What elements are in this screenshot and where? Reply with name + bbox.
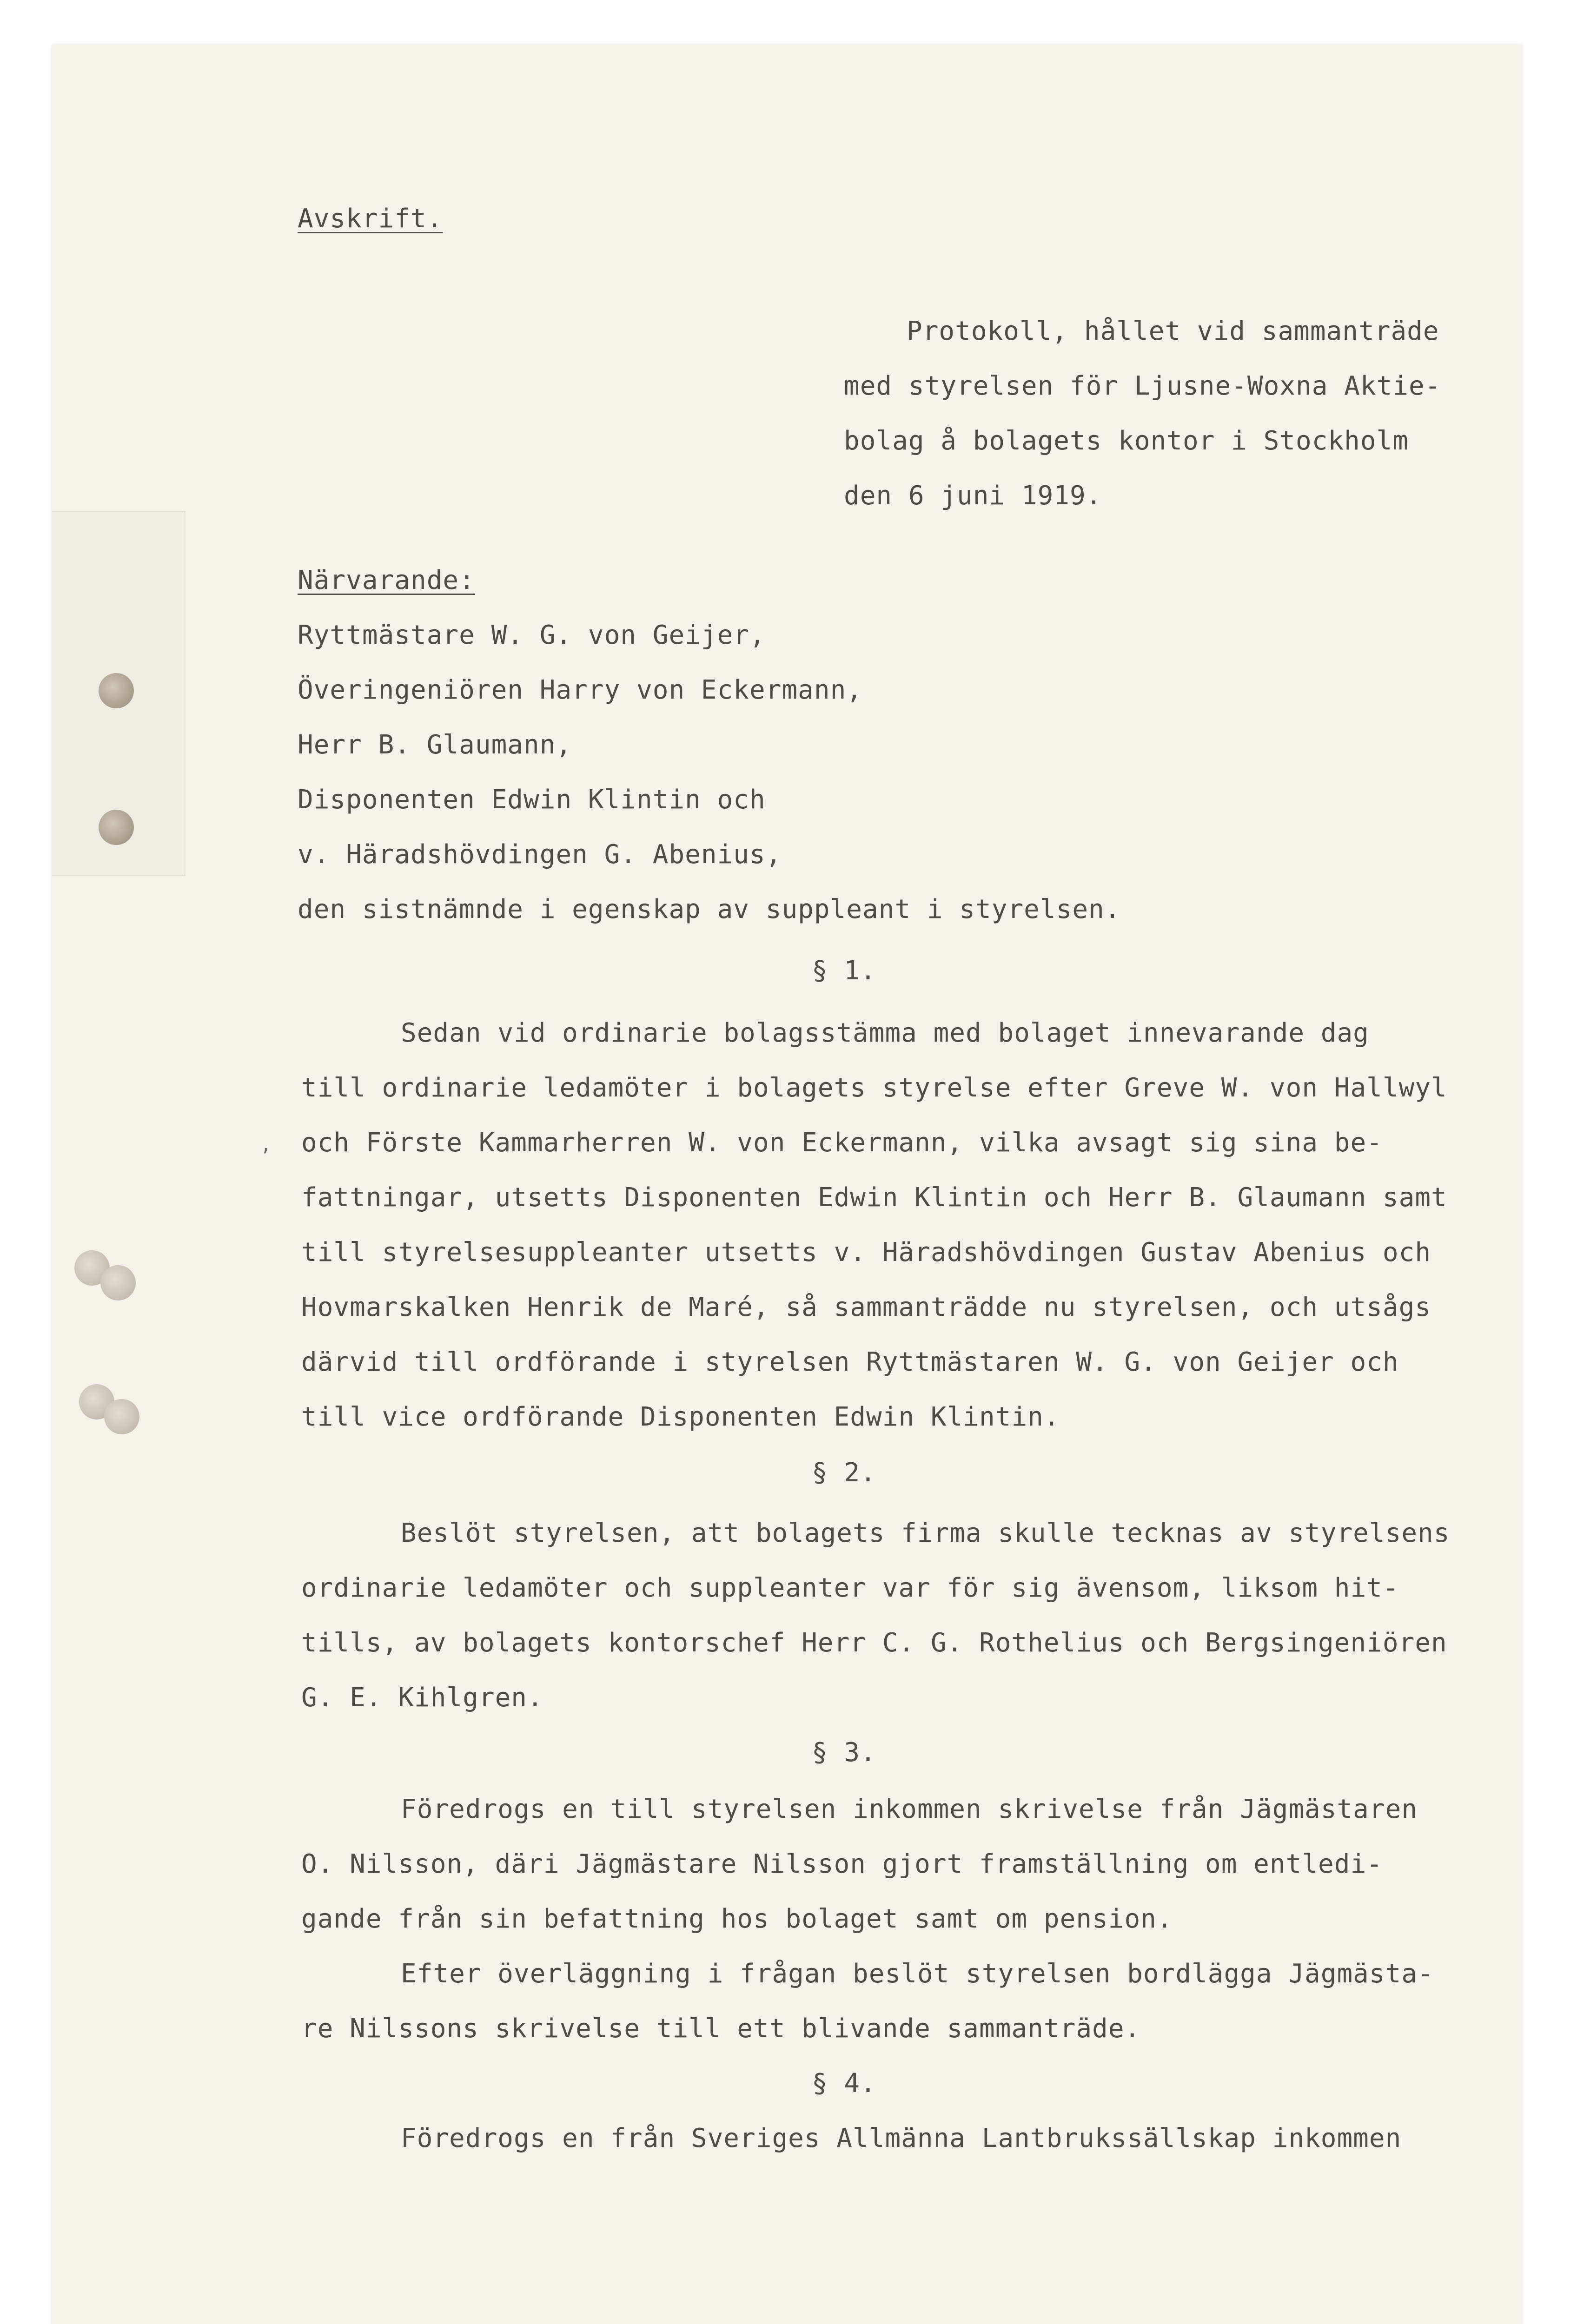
punch-hole-1 (99, 673, 134, 708)
paragraph-line: till styrelsesuppleanter utsetts v. Häradshövdingen Gustav Abenius och (301, 1237, 1431, 1268)
attendee-line: den sistnämnde i egenskap av suppleant i styrelsen. (298, 894, 1121, 924)
paragraph-line: till ordinarie ledamöter i bolagets styrelse efter Greve W. von Hallwyl (301, 1073, 1447, 1103)
header-line-3: bolag å bolagets kontor i Stockholm (844, 426, 1409, 456)
paragraph-line: tills, av bolagets kontorschef Herr C. G. Rothelius och Bergsingeniören (301, 1628, 1447, 1658)
margin-mark: ‚ (260, 1134, 272, 1155)
header-line-2: med styrelsen för Ljusne-Woxna Aktie- (844, 371, 1441, 401)
header-line-4: den 6 juni 1919. (844, 481, 1102, 511)
paragraph-line: Föredrogs en till styrelsen inkommen skrivelse från Jägmästaren (401, 1794, 1418, 1824)
section-heading: § 2. (812, 1458, 876, 1488)
section-heading: § 4. (812, 2068, 876, 2099)
paragraph-line: Sedan vid ordinarie bolagsstämma med bolaget innevarande dag (401, 1018, 1369, 1048)
paragraph-line: och Förste Kammarherren W. von Eckermann, vilka avsagt sig sina be- (301, 1128, 1383, 1158)
section-heading: § 3. (812, 1737, 876, 1768)
paragraph-line: re Nilssons skrivelse till ett blivande sammanträde. (301, 2014, 1141, 2044)
punch-hole-2 (99, 810, 134, 845)
paragraph-line: O. Nilsson, däri Jägmästare Nilsson gjort framställning om entledi- (301, 1849, 1383, 1879)
attendee-line: Disponenten Edwin Klintin och (298, 785, 766, 815)
section-heading: § 1. (812, 956, 876, 986)
paragraph-line: Hovmarskalken Henrik de Maré, så sammanträdde nu styrelsen, och utsågs (301, 1292, 1431, 1322)
paragraph-line: till vice ordförande Disponenten Edwin Klintin. (301, 1402, 1060, 1432)
paragraph-line: därvid till ordförande i styrelsen Ryttmästaren W. G. von Geijer och (301, 1347, 1399, 1377)
paragraph-line: Beslöt styrelsen, att bolagets firma skulle tecknas av styrelsens (401, 1518, 1450, 1548)
paragraph-line: Föredrogs en från Sveriges Allmänna Lantbrukssällskap inkommen (401, 2123, 1402, 2153)
header-line-1: Protokoll, hållet vid sammanträde (907, 316, 1439, 346)
punch-hole-6 (104, 1399, 139, 1434)
paragraph-line: fattningar, utsetts Disponenten Edwin Klintin och Herr B. Glaumann samt (301, 1182, 1447, 1213)
attendee-line: Herr B. Glaumann, (298, 730, 572, 760)
paragraph-line: Efter överläggning i frågan beslöt styrelsen bordlägga Jägmästa- (401, 1959, 1434, 1989)
document-heading: Avskrift. (298, 204, 443, 234)
paragraph-line: G. E. Kihlgren. (301, 1683, 543, 1713)
punch-hole-4 (100, 1265, 136, 1301)
paragraph-line: ordinarie ledamöter och suppleanter var för sig ävensom, liksom hit- (301, 1573, 1399, 1603)
attendee-line: v. Häradshövdingen G. Abenius, (298, 839, 782, 870)
attendee-line: Ryttmästare W. G. von Geijer, (298, 620, 766, 650)
attendee-line: Överingeniören Harry von Eckermann, (298, 675, 863, 705)
paragraph-line: gande från sin befattning hos bolaget samt om pension. (301, 1904, 1173, 1934)
present-label: Närvarande: (298, 565, 475, 595)
